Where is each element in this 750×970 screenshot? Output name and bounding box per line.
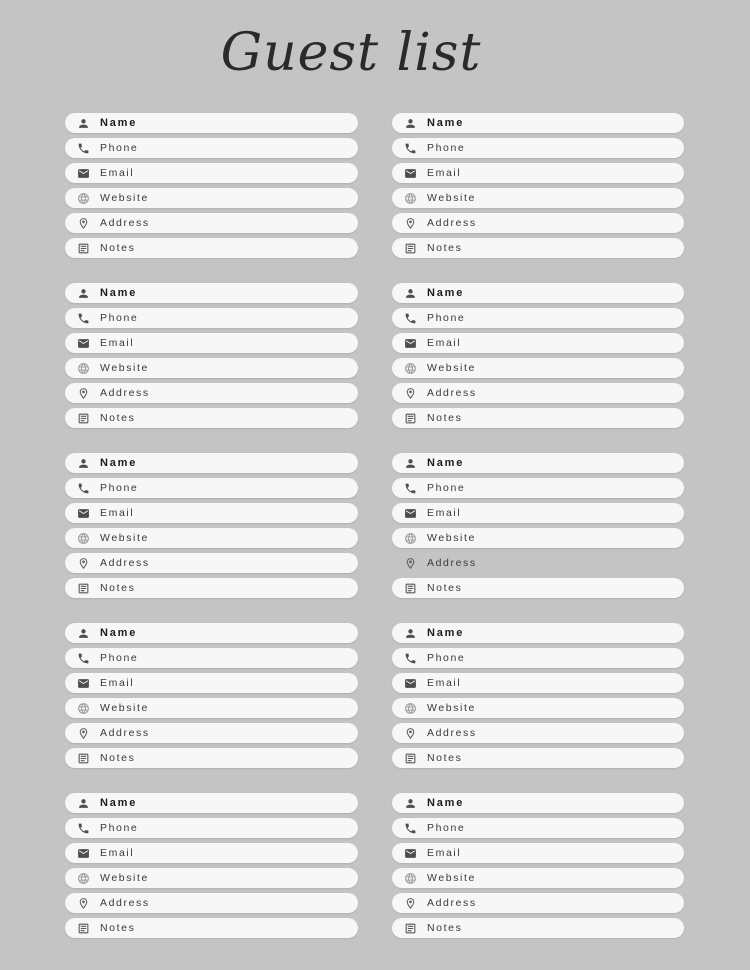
location-pin-icon — [77, 557, 90, 570]
field-phone — [392, 478, 684, 498]
field-label: Notes — [100, 752, 136, 765]
email-icon — [404, 167, 417, 180]
field-email — [392, 163, 684, 183]
field-label: Address — [100, 387, 150, 400]
notes-icon — [404, 242, 417, 255]
person-icon — [77, 287, 90, 300]
field-name — [392, 113, 684, 133]
field-label: Address — [100, 727, 150, 740]
field-name — [65, 453, 358, 473]
field-website — [392, 698, 684, 718]
globe-icon — [404, 362, 417, 375]
field-label: Phone — [427, 822, 466, 835]
phone-icon — [77, 142, 90, 155]
field-phone — [392, 138, 684, 158]
field-label: Phone — [100, 652, 139, 665]
globe-icon — [77, 702, 90, 715]
field-phone — [65, 138, 358, 158]
field-label: Phone — [427, 652, 466, 665]
field-notes — [392, 918, 684, 938]
field-label: Website — [100, 532, 149, 545]
email-icon — [77, 677, 90, 690]
field-address — [65, 383, 358, 403]
field-address — [65, 723, 358, 743]
field-phone — [65, 648, 358, 668]
field-website — [392, 528, 684, 548]
field-website — [65, 868, 358, 888]
field-address — [65, 553, 358, 573]
field-label: Phone — [100, 142, 139, 155]
location-pin-icon — [404, 217, 417, 230]
field-label: Name — [427, 797, 465, 809]
field-label: Phone — [100, 312, 139, 325]
field-label: Email — [427, 847, 462, 860]
notes-icon — [77, 922, 90, 935]
field-label: Email — [100, 337, 135, 350]
location-pin-icon — [77, 727, 90, 740]
field-notes — [65, 408, 358, 428]
field-address — [65, 893, 358, 913]
field-label: Notes — [427, 922, 463, 935]
email-icon — [77, 337, 90, 350]
field-label: Name — [100, 627, 138, 639]
field-label: Notes — [427, 752, 463, 765]
page-title: Guest list — [220, 22, 482, 83]
field-label: Name — [427, 627, 465, 639]
field-label: Address — [100, 557, 150, 570]
field-label: Name — [427, 287, 465, 299]
location-pin-icon — [404, 557, 417, 570]
globe-icon — [404, 532, 417, 545]
field-name — [65, 283, 358, 303]
field-phone — [65, 308, 358, 328]
location-pin-icon — [77, 897, 90, 910]
field-label: Email — [427, 677, 462, 690]
location-pin-icon — [404, 727, 417, 740]
field-label: Website — [100, 872, 149, 885]
field-phone — [392, 818, 684, 838]
field-label: Email — [100, 167, 135, 180]
notes-icon — [77, 752, 90, 765]
notes-icon — [77, 242, 90, 255]
location-pin-icon — [77, 387, 90, 400]
notes-icon — [77, 582, 90, 595]
person-icon — [77, 117, 90, 130]
phone-icon — [404, 142, 417, 155]
field-label: Email — [427, 507, 462, 520]
field-address — [392, 553, 684, 573]
field-label: Address — [427, 387, 477, 400]
field-label: Name — [100, 117, 138, 129]
field-label: Address — [100, 897, 150, 910]
field-address — [392, 383, 684, 403]
field-label: Email — [100, 677, 135, 690]
field-label: Notes — [100, 412, 136, 425]
email-icon — [404, 507, 417, 520]
person-icon — [77, 457, 90, 470]
field-label: Website — [100, 192, 149, 205]
field-website — [65, 698, 358, 718]
guest-block-8 — [392, 623, 684, 768]
guest-block-2 — [392, 113, 684, 258]
location-pin-icon — [404, 387, 417, 400]
phone-icon — [404, 482, 417, 495]
field-name — [392, 623, 684, 643]
field-label: Phone — [427, 312, 466, 325]
field-website — [392, 868, 684, 888]
field-label: Phone — [427, 142, 466, 155]
field-notes — [392, 748, 684, 768]
blocks-grid — [0, 113, 750, 938]
notes-icon — [404, 752, 417, 765]
guest-block-6 — [392, 453, 684, 598]
field-phone — [392, 308, 684, 328]
phone-icon — [77, 822, 90, 835]
location-pin-icon — [404, 897, 417, 910]
field-label: Notes — [427, 412, 463, 425]
email-icon — [77, 507, 90, 520]
phone-icon — [77, 482, 90, 495]
field-email — [65, 673, 358, 693]
person-icon — [77, 797, 90, 810]
globe-icon — [404, 702, 417, 715]
field-label: Website — [427, 872, 476, 885]
field-label: Phone — [100, 822, 139, 835]
field-email — [65, 333, 358, 353]
field-email — [392, 673, 684, 693]
field-notes — [392, 238, 684, 258]
field-label: Email — [100, 507, 135, 520]
field-email — [392, 333, 684, 353]
field-phone — [65, 818, 358, 838]
field-label: Address — [100, 217, 150, 230]
field-address — [392, 893, 684, 913]
field-notes — [65, 918, 358, 938]
field-name — [392, 283, 684, 303]
phone-icon — [77, 312, 90, 325]
field-name — [65, 113, 358, 133]
field-email — [65, 503, 358, 523]
field-label: Notes — [100, 922, 136, 935]
field-website — [65, 188, 358, 208]
page-header — [0, 0, 750, 113]
notes-icon — [404, 922, 417, 935]
guest-block-7 — [65, 623, 358, 768]
field-label: Notes — [427, 242, 463, 255]
phone-icon — [404, 312, 417, 325]
field-notes — [65, 578, 358, 598]
field-label: Website — [427, 702, 476, 715]
guest-block-4 — [392, 283, 684, 428]
notes-icon — [404, 582, 417, 595]
field-label: Website — [427, 362, 476, 375]
guest-block-10 — [392, 793, 684, 938]
field-label: Phone — [427, 482, 466, 495]
field-email — [65, 843, 358, 863]
person-icon — [77, 627, 90, 640]
field-name — [392, 793, 684, 813]
email-icon — [404, 677, 417, 690]
field-label: Email — [427, 167, 462, 180]
globe-icon — [404, 192, 417, 205]
field-label: Email — [100, 847, 135, 860]
notes-icon — [77, 412, 90, 425]
field-website — [65, 528, 358, 548]
globe-icon — [77, 532, 90, 545]
field-label: Name — [100, 457, 138, 469]
field-label: Address — [427, 897, 477, 910]
person-icon — [404, 117, 417, 130]
field-label: Notes — [427, 582, 463, 595]
field-label: Name — [427, 117, 465, 129]
guest-block-5 — [65, 453, 358, 598]
email-icon — [404, 847, 417, 860]
location-pin-icon — [77, 217, 90, 230]
globe-icon — [77, 362, 90, 375]
field-label: Address — [427, 217, 477, 230]
globe-icon — [77, 872, 90, 885]
field-website — [65, 358, 358, 378]
person-icon — [404, 627, 417, 640]
field-label: Address — [427, 557, 477, 570]
field-label: Website — [100, 702, 149, 715]
email-icon — [77, 167, 90, 180]
phone-icon — [404, 652, 417, 665]
field-label: Name — [100, 287, 138, 299]
person-icon — [404, 457, 417, 470]
person-icon — [404, 287, 417, 300]
field-name — [65, 623, 358, 643]
field-label: Name — [427, 457, 465, 469]
field-label: Website — [100, 362, 149, 375]
phone-icon — [404, 822, 417, 835]
field-notes — [392, 578, 684, 598]
field-notes — [65, 238, 358, 258]
globe-icon — [404, 872, 417, 885]
guest-block-3 — [65, 283, 358, 428]
field-label: Name — [100, 797, 138, 809]
field-phone — [65, 478, 358, 498]
field-label: Website — [427, 192, 476, 205]
person-icon — [404, 797, 417, 810]
field-website — [392, 358, 684, 378]
field-label: Notes — [100, 582, 136, 595]
phone-icon — [77, 652, 90, 665]
field-email — [65, 163, 358, 183]
field-email — [392, 843, 684, 863]
field-name — [392, 453, 684, 473]
field-label: Website — [427, 532, 476, 545]
field-label: Address — [427, 727, 477, 740]
field-label: Phone — [100, 482, 139, 495]
globe-icon — [77, 192, 90, 205]
field-name — [65, 793, 358, 813]
field-address — [392, 723, 684, 743]
email-icon — [404, 337, 417, 350]
guest-block-9 — [65, 793, 358, 938]
field-phone — [392, 648, 684, 668]
email-icon — [77, 847, 90, 860]
field-label: Notes — [100, 242, 136, 255]
field-website — [392, 188, 684, 208]
guest-block-1 — [65, 113, 358, 258]
field-notes — [392, 408, 684, 428]
field-address — [392, 213, 684, 233]
notes-icon — [404, 412, 417, 425]
field-email — [392, 503, 684, 523]
field-label: Email — [427, 337, 462, 350]
field-notes — [65, 748, 358, 768]
field-address — [65, 213, 358, 233]
